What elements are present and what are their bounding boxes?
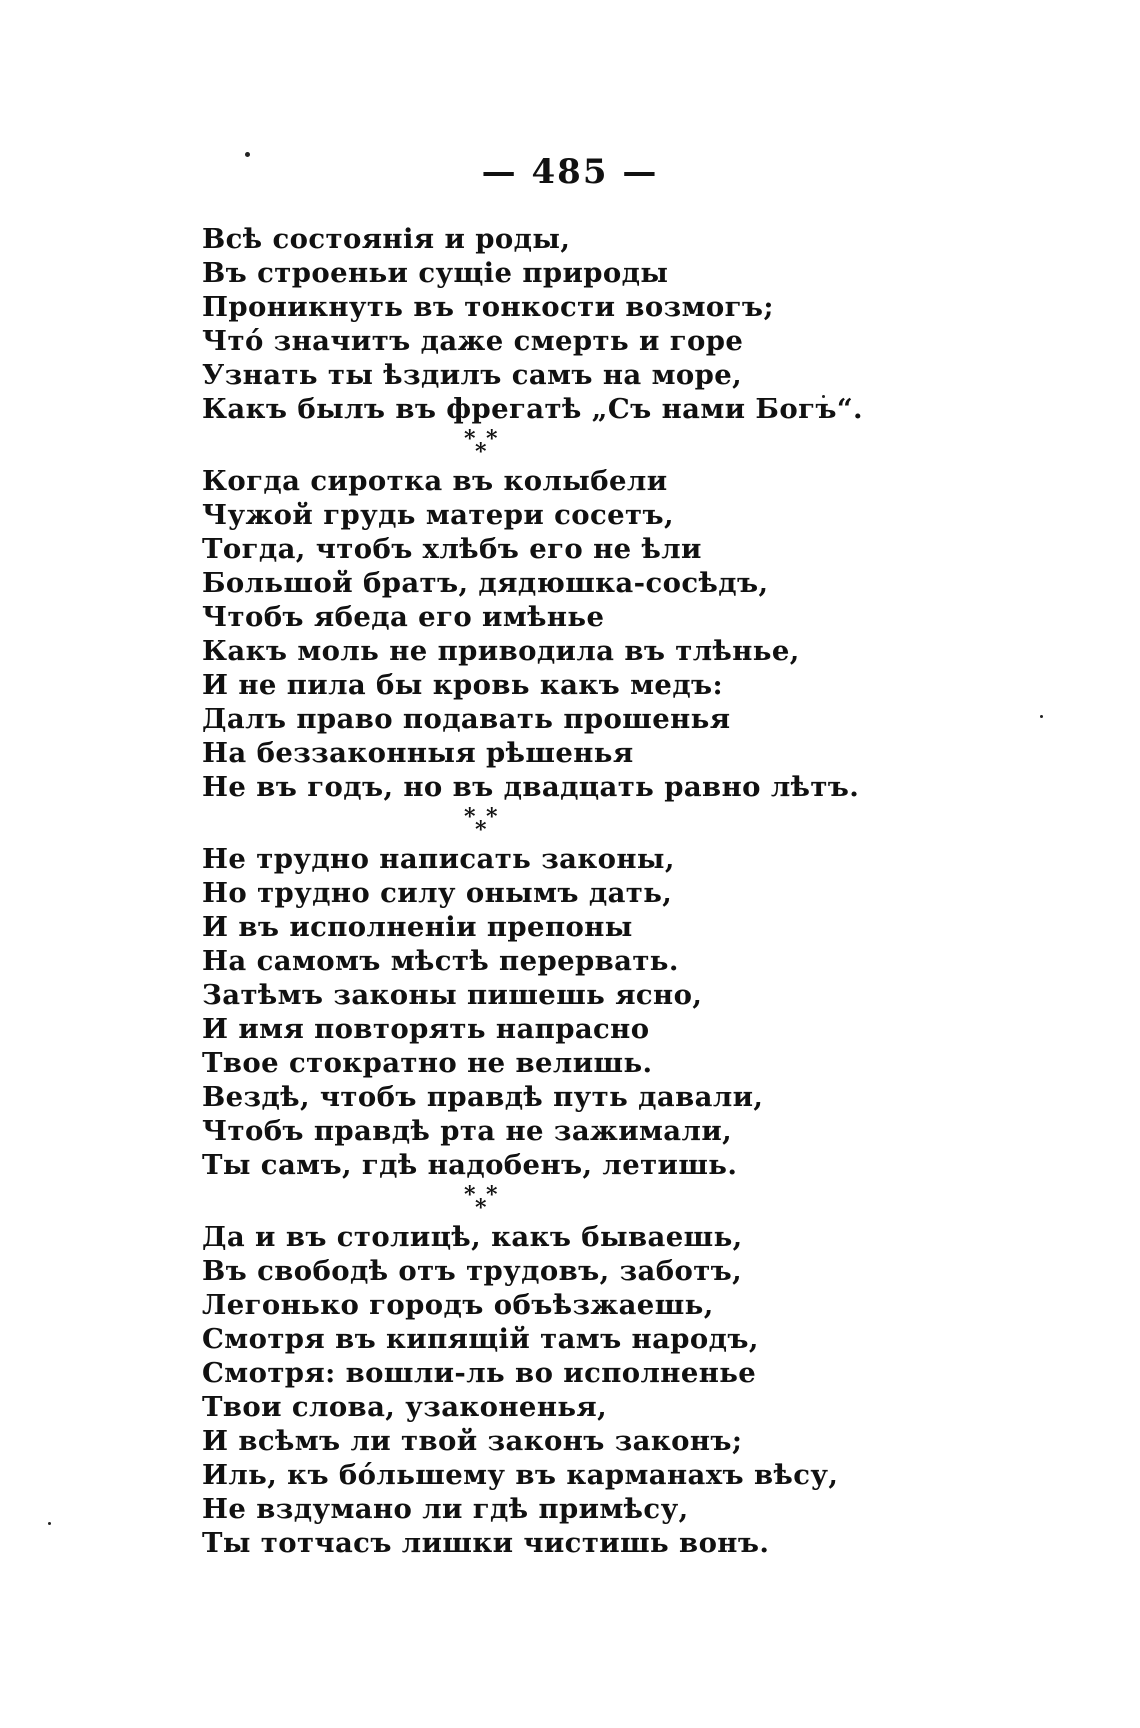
asterisk-glyph: *	[486, 1182, 498, 1208]
asterisk-glyph: *	[475, 817, 487, 843]
verse-line: Да и въ столицѣ, какъ бываешь,	[202, 1221, 743, 1253]
verse-line: Въ свободѣ отъ трудовъ, заботъ,	[202, 1255, 743, 1287]
asterisk-glyph: *	[475, 439, 487, 465]
verse-line: И не пила бы кровь какъ медъ:	[202, 669, 724, 701]
verse-line: Твои слова, узаконенья,	[202, 1391, 608, 1423]
poem	[202, 222, 982, 1560]
ink-speck	[48, 1522, 51, 1525]
verse-line: Какъ былъ въ фрегатѣ „Съ нами Богъ“.	[202, 393, 864, 425]
asterism-icon	[464, 804, 504, 842]
asterisk-glyph: *	[475, 1195, 487, 1221]
verse-line: Не вздумано ли гдѣ примѣсу,	[202, 1493, 689, 1525]
verse-line: Иль, къ бо́льшему въ карманахъ вѣсу,	[202, 1459, 839, 1491]
stanza	[202, 842, 982, 1182]
asterisk-glyph: *	[464, 1182, 476, 1208]
verse-line: Ты тотчасъ лишки чистишь вонъ.	[202, 1527, 770, 1559]
stanza	[202, 464, 982, 804]
verse-line: Не трудно написать законы,	[202, 843, 675, 875]
verse-line: Какъ моль не приводила въ тлѣнье,	[202, 635, 800, 667]
stanza	[202, 1220, 982, 1560]
stanza	[202, 222, 982, 426]
stanza-separator	[202, 1182, 762, 1220]
verse-line: Затѣмъ законы пишешь ясно,	[202, 979, 703, 1011]
asterisk-glyph: *	[486, 804, 498, 830]
verse-line: Ты самъ, гдѣ надобенъ, летишь.	[202, 1149, 738, 1181]
verse-line: Чужой грудь матери сосетъ,	[202, 499, 674, 531]
verse-line: Всѣ состоянія и роды,	[202, 223, 571, 255]
verse-line: Тогда, чтобъ хлѣбъ его не ѣли	[202, 533, 702, 565]
verse-line: И имя повторять напрасно	[202, 1013, 650, 1045]
verse-line: Смотря въ кипящій тамъ народъ,	[202, 1323, 759, 1355]
verse-line: Большой братъ, дядюшка-сосѣдъ,	[202, 567, 769, 599]
asterisk-glyph: *	[464, 426, 476, 452]
stanza-separator	[202, 804, 762, 842]
verse-line: Что́ значитъ даже смерть и горе	[202, 325, 744, 357]
verse-line: Легонько городъ объѣзжаешь,	[202, 1289, 714, 1321]
verse-line: Проникнуть въ тонкости возмогъ;	[202, 291, 774, 323]
verse-line: На самомъ мѣстѣ перервать.	[202, 945, 679, 977]
page-number: — 485 —	[481, 152, 659, 192]
verse-line: Въ строеньи сущіе природы	[202, 257, 669, 289]
stanza-separator	[202, 426, 762, 464]
verse-line: Смотря: вошли-ль во исполненье	[202, 1357, 757, 1389]
verse-line: На беззаконныя рѣшенья	[202, 737, 634, 769]
verse-line: Твое стократно не велишь.	[202, 1047, 653, 1079]
asterism-icon	[464, 1182, 504, 1220]
asterism-icon	[464, 426, 504, 464]
asterisk-glyph: *	[464, 804, 476, 830]
verse-line: Вездѣ, чтобъ правдѣ путь давали,	[202, 1081, 764, 1113]
verse-line: Чтобъ правдѣ рта не зажимали,	[202, 1115, 733, 1147]
asterisk-glyph: *	[486, 426, 498, 452]
verse-line: Когда сиротка въ колыбели	[202, 465, 668, 497]
verse-line: И въ исполненіи препоны	[202, 911, 633, 943]
verse-line: Чтобъ ябеда его имѣнье	[202, 601, 605, 633]
ink-speck	[1040, 715, 1043, 718]
verse-line: Узнать ты ѣздилъ самъ на море,	[202, 359, 743, 391]
verse-line: Не въ годъ, но въ двадцать равно лѣтъ.	[202, 771, 860, 803]
verse-line: Далъ право подавать прошенья	[202, 703, 731, 735]
verse-line: И всѣмъ ли твой законъ законъ;	[202, 1425, 743, 1457]
verse-line: Но трудно силу онымъ дать,	[202, 877, 673, 909]
